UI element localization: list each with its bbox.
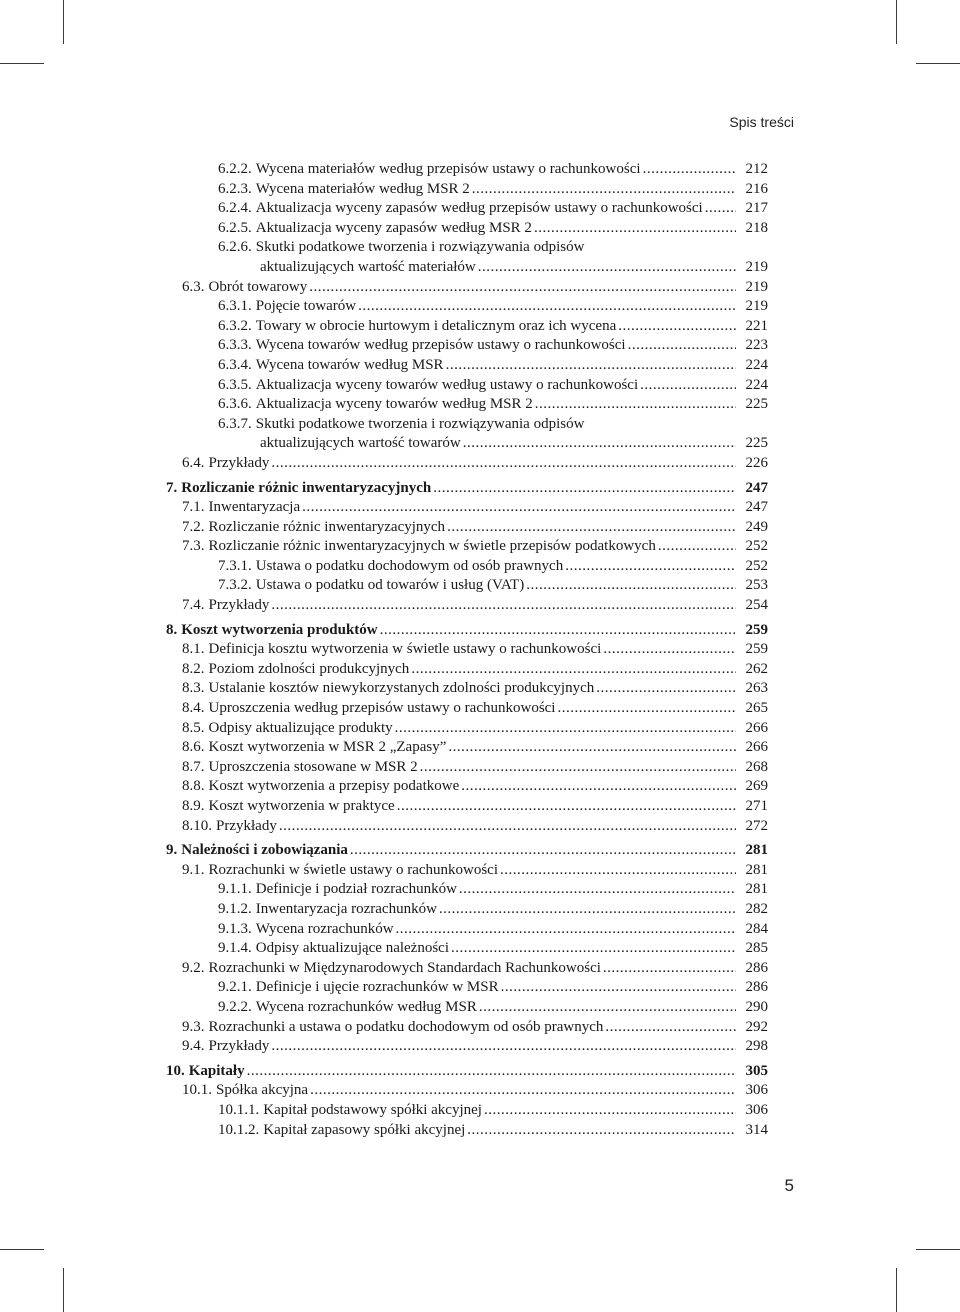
toc-entry-number: 10.1. <box>182 1082 212 1099</box>
toc-entry <box>0 939 960 959</box>
toc-entry-title: Wycena materiałów według MSR 2 <box>255 180 470 197</box>
dot-leader <box>439 900 736 919</box>
toc-entry-page: 281 <box>745 842 768 859</box>
toc-entry-title: Ustalanie kosztów niewykorzystanych zdolności produkcyjnych <box>208 680 595 697</box>
toc-entry-title: Kapitały <box>188 1062 245 1079</box>
dot-leader <box>501 978 736 997</box>
toc-entry-number: 10.1.2. <box>218 1121 260 1138</box>
toc-entry-page: 306 <box>745 1101 768 1118</box>
running-head: Spis treści <box>729 114 794 130</box>
page-number: 5 <box>784 1176 794 1195</box>
toc-entry <box>0 454 960 474</box>
toc-entry-number: 8.3. <box>182 680 205 697</box>
toc-entry-number: 6.3.5. <box>218 376 252 393</box>
toc-entry-title: Aktualizacja wyceny towarów według ustawy o rachunkowości <box>255 376 639 393</box>
toc-entry-number: 8.8. <box>182 778 205 795</box>
toc-entry-page: 314 <box>745 1121 768 1138</box>
toc-entry-title: Rozrachunki w świetle ustawy o rachunkowości <box>208 861 499 878</box>
toc-entry-title: Aktualizacja wyceny towarów według MSR 2 <box>255 396 533 413</box>
dot-leader <box>658 537 736 556</box>
crop-mark-left-top <box>0 63 44 64</box>
toc-entry-title: Inwentaryzacja <box>208 499 301 516</box>
toc-entry-page: 219 <box>745 258 768 275</box>
dot-leader <box>451 939 736 958</box>
toc-entry-number: 6.3.4. <box>218 356 252 373</box>
crop-mark-right-top <box>916 63 960 64</box>
toc-entry-page: 225 <box>745 435 768 452</box>
dot-leader <box>358 297 736 316</box>
toc-entry <box>0 861 960 881</box>
toc-entry-number: 9.4. <box>182 1038 205 1055</box>
toc-entry-title: Odpisy aktualizujące należności <box>255 940 450 957</box>
toc-entry-page: 262 <box>745 660 768 677</box>
toc-entry-page: 281 <box>745 881 768 898</box>
toc-entry-title: Definicja kosztu wytworzenia w świetle ustawy o rachunkowości <box>208 641 602 658</box>
toc-entry <box>0 621 960 641</box>
dot-leader <box>557 699 736 718</box>
toc-entry-number: 6.3.7. <box>218 415 252 432</box>
toc-entry-page: 290 <box>745 998 768 1015</box>
toc-entry-title: Rozliczanie różnic inwentaryzacyjnych <box>208 518 446 535</box>
toc-entry-number: 7.4. <box>182 597 205 614</box>
toc-entry-number: 8.9. <box>182 798 205 814</box>
toc-entry-number: 7. <box>166 479 178 496</box>
toc-entry-title: Poziom zdolności produkcyjnych <box>208 660 410 677</box>
crop-mark-top-right <box>896 0 897 44</box>
toc-entry <box>0 557 960 577</box>
toc-entry <box>0 1037 960 1057</box>
toc-entry-page: 221 <box>745 317 768 334</box>
toc-entry <box>0 317 960 337</box>
toc-entry <box>0 415 960 454</box>
toc-entry-number: 6.3. <box>182 278 205 295</box>
toc-entry-number: 8.7. <box>182 758 205 775</box>
toc-entry <box>0 777 960 797</box>
dot-leader <box>618 317 736 336</box>
dot-leader <box>279 817 736 836</box>
toc-entry <box>0 880 960 900</box>
dot-leader <box>350 841 736 860</box>
dot-leader <box>310 1081 736 1100</box>
toc-entry-title: Rozrachunki a ustawa o podatku dochodowym od osób prawnych <box>208 1018 604 1035</box>
toc-entry-page: 266 <box>745 739 768 756</box>
dot-leader <box>395 719 736 738</box>
toc-entry-number: 6.2.5. <box>218 219 252 236</box>
toc-entry-title: Aktualizacja wyceny zapasów według MSR 2 <box>255 219 532 236</box>
toc-entry-title: Koszt wytworzenia produktów <box>181 621 378 638</box>
toc-entry-title-continued: aktualizujących wartość towarów <box>260 435 461 452</box>
dot-leader <box>271 596 736 615</box>
toc-entry <box>0 537 960 557</box>
table-of-contents <box>0 160 960 1140</box>
toc-entry-number: 7.2. <box>182 518 205 535</box>
toc-entry-page: 226 <box>745 454 768 471</box>
toc-entry-number: 6.3.1. <box>218 298 252 315</box>
toc-entry-page: 265 <box>745 700 768 717</box>
toc-entry-page: 263 <box>745 680 768 697</box>
toc-entry <box>0 738 960 758</box>
toc-entry-page: 298 <box>745 1038 768 1055</box>
dot-leader <box>472 180 736 199</box>
toc-entry <box>0 479 960 499</box>
toc-entry <box>0 817 960 837</box>
toc-entry <box>0 297 960 317</box>
toc-entry <box>0 679 960 699</box>
dot-leader <box>420 758 736 777</box>
toc-entry <box>0 900 960 920</box>
toc-entry-title: Koszt wytworzenia w MSR 2 „Zapasy” <box>208 739 447 756</box>
toc-entry-number: 8.6. <box>182 739 205 756</box>
dot-leader <box>461 777 736 796</box>
toc-entry <box>0 797 960 817</box>
toc-entry <box>0 758 960 778</box>
dot-leader <box>446 356 736 375</box>
toc-entry-number: 7.3. <box>182 538 205 555</box>
toc-entry <box>0 199 960 219</box>
toc-entry-number: 8.2. <box>182 660 205 677</box>
toc-entry-page: 286 <box>745 959 768 976</box>
dot-leader <box>478 258 736 277</box>
toc-entry-title: Pojęcie towarów <box>255 298 357 315</box>
toc-entry-number: 9. <box>166 842 178 859</box>
toc-entry-number: 6.3.2. <box>218 317 252 334</box>
dot-leader <box>605 1018 736 1037</box>
toc-entry-page: 252 <box>745 538 768 555</box>
dot-leader <box>596 679 736 698</box>
toc-entry-title: Rozrachunki w Międzynarodowych Standardach Rachunkowości <box>208 959 601 976</box>
dot-leader <box>535 395 736 414</box>
toc-entry-page: 212 <box>745 161 768 177</box>
toc-entry-page: 259 <box>745 621 768 638</box>
toc-entry-number: 9.2.2. <box>218 998 252 1015</box>
toc-entry-number: 6.2.6. <box>218 239 252 256</box>
toc-entry-title: Rozliczanie różnic inwentaryzacyjnych <box>181 479 432 496</box>
dot-leader <box>643 160 736 179</box>
toc-entry-page: 218 <box>745 219 768 236</box>
dot-leader <box>302 498 736 517</box>
dot-leader <box>526 576 736 595</box>
toc-entry <box>0 978 960 998</box>
toc-entry-title: Wycena materiałów według przepisów ustawy o rachunkowości <box>255 161 641 177</box>
toc-entry-page: 271 <box>745 798 768 814</box>
toc-entry-number: 6.3.3. <box>218 337 252 354</box>
dot-leader <box>447 518 736 537</box>
toc-entry-title: Uproszczenia stosowane w MSR 2 <box>208 758 418 775</box>
toc-entry-title: Wycena towarów według MSR <box>255 356 444 373</box>
toc-entry-page: 281 <box>745 861 768 878</box>
toc-entry-page: 286 <box>745 979 768 996</box>
toc-entry <box>0 160 960 180</box>
toc-entry <box>0 278 960 298</box>
toc-entry-number: 10. <box>166 1062 185 1079</box>
toc-entry-page: 247 <box>745 499 768 516</box>
toc-entry-title: Rozliczanie różnic inwentaryzacyjnych w świetle przepisów podatkowych <box>208 538 656 555</box>
toc-entry-page: 282 <box>745 900 768 917</box>
toc-entry-title-continued: aktualizujących wartość materiałów <box>260 258 476 275</box>
toc-entry-title: Inwentaryzacja rozrachunków <box>255 900 437 917</box>
toc-entry-number: 6.2.3. <box>218 180 252 197</box>
toc-entry <box>0 920 960 940</box>
toc-entry-title: Przykłady <box>208 454 270 471</box>
crop-mark-bottom-right <box>896 1268 897 1312</box>
toc-entry <box>0 959 960 979</box>
dot-leader <box>433 479 736 498</box>
toc-entry-page: 259 <box>745 641 768 658</box>
crop-mark-top-left <box>63 0 64 44</box>
toc-entry-title: Przykłady <box>216 817 277 834</box>
toc-entry-number: 9.1. <box>182 861 205 878</box>
toc-entry-number: 9.1.3. <box>218 920 252 937</box>
toc-entry-number: 9.2.1. <box>218 979 252 996</box>
toc-entry-title: Skutki podatkowe tworzenia i rozwiązywania odpisów <box>255 415 585 432</box>
toc-entry-number: 10.1.1. <box>218 1101 260 1118</box>
toc-entry-title: Kapitał podstawowy spółki akcyjnej <box>263 1101 482 1118</box>
toc-entry <box>0 356 960 376</box>
toc-entry-title: Obrót towarowy <box>208 278 308 295</box>
dot-leader <box>500 861 736 880</box>
toc-entry <box>0 180 960 200</box>
dot-leader <box>448 738 736 757</box>
toc-entry-number: 7.3.2. <box>218 577 252 594</box>
toc-entry <box>0 238 960 277</box>
toc-entry-title: Ustawa o podatku dochodowym od osób prawnych <box>255 557 564 574</box>
toc-entry-title: Wycena rozrachunków <box>255 920 394 937</box>
toc-entry <box>0 1062 960 1082</box>
toc-entry-page: 253 <box>745 577 768 594</box>
toc-entry-number: 6.4. <box>182 454 205 471</box>
toc-entry <box>0 660 960 680</box>
toc-entry-page: 285 <box>745 940 768 957</box>
toc-entry-number: 8.5. <box>182 719 205 736</box>
toc-entry <box>0 1018 960 1038</box>
toc-entry-page: 249 <box>745 518 768 535</box>
dot-leader <box>397 797 736 816</box>
toc-entry-title: Wycena rozrachunków według MSR <box>255 998 477 1015</box>
toc-entry-title: Przykłady <box>208 1038 270 1055</box>
toc-entry-title: Przykłady <box>208 597 270 614</box>
toc-entry-title: Definicje i podział rozrachunków <box>255 881 457 898</box>
toc-entry-page: 269 <box>745 778 768 795</box>
toc-entry-number: 8.1. <box>182 641 205 658</box>
dot-leader <box>534 219 736 238</box>
toc-entry-page: 268 <box>745 758 768 775</box>
crop-mark-bottom-left <box>63 1268 64 1312</box>
toc-entry-page: 292 <box>745 1018 768 1035</box>
toc-entry-number: 8.4. <box>182 700 205 717</box>
toc-entry-title: Skutki podatkowe tworzenia i rozwiązywania odpisów <box>255 239 585 256</box>
dot-leader <box>484 1101 736 1120</box>
toc-entry-title: Spółka akcyjna <box>216 1082 309 1099</box>
toc-entry-number: 9.2. <box>182 959 205 976</box>
toc-entry-number: 8. <box>166 621 178 638</box>
toc-entry-number: 9.1.4. <box>218 940 252 957</box>
crop-mark-right-bottom <box>916 1249 960 1250</box>
toc-entry <box>0 596 960 616</box>
toc-entry-page: 254 <box>745 597 768 614</box>
toc-entry-number: 9.3. <box>182 1018 205 1035</box>
dot-leader <box>705 199 736 218</box>
toc-entry-page: 223 <box>745 337 768 354</box>
toc-entry-page: 224 <box>745 376 768 393</box>
toc-entry-page: 216 <box>745 180 768 197</box>
toc-entry <box>0 841 960 861</box>
toc-entry-page: 219 <box>745 278 768 295</box>
dot-leader <box>467 1121 736 1140</box>
toc-entry <box>0 395 960 415</box>
toc-entry-title: Odpisy aktualizujące produkty <box>208 719 393 736</box>
toc-entry <box>0 576 960 596</box>
toc-entry-title: Koszt wytworzenia a przepisy podatkowe <box>208 778 460 795</box>
toc-entry-page: 252 <box>745 557 768 574</box>
toc-entry-number: 6.2.2. <box>218 161 252 177</box>
dot-leader <box>640 376 736 395</box>
toc-entry-title: Należności i zobowiązania <box>181 842 348 859</box>
dot-leader <box>479 998 736 1017</box>
toc-entry <box>0 1101 960 1121</box>
toc-entry-title: Aktualizacja wyceny zapasów według przepisów ustawy o rachunkowości <box>255 200 703 217</box>
toc-entry-page: 247 <box>745 479 768 496</box>
dot-leader <box>459 880 736 899</box>
toc-entry <box>0 719 960 739</box>
toc-entry <box>0 1121 960 1141</box>
toc-entry-page: 306 <box>745 1082 768 1099</box>
dot-leader <box>271 454 736 473</box>
toc-entry-page: 225 <box>745 396 768 413</box>
toc-entry <box>0 1081 960 1101</box>
dot-leader <box>411 660 736 679</box>
toc-entry-title: Definicje i ujęcie rozrachunków w MSR <box>255 979 499 996</box>
toc-entry-number: 6.2.4. <box>218 200 252 217</box>
toc-entry-number: 9.1.2. <box>218 900 252 917</box>
dot-leader <box>380 621 736 640</box>
toc-entry-page: 266 <box>745 719 768 736</box>
dot-leader <box>271 1037 736 1056</box>
crop-mark-left-bottom <box>0 1249 44 1250</box>
toc-entry-number: 7.3.1. <box>218 557 252 574</box>
dot-leader <box>309 278 736 297</box>
toc-entry <box>0 336 960 356</box>
toc-entry-title: Towary w obrocie hurtowym i detalicznym oraz ich wycena <box>255 317 617 334</box>
toc-entry-title: Kapitał zapasowy spółki akcyjnej <box>263 1121 466 1138</box>
toc-entry-title: Uproszczenia według przepisów ustawy o rachunkowości <box>208 700 556 717</box>
toc-entry <box>0 376 960 396</box>
toc-entry <box>0 998 960 1018</box>
toc-entry <box>0 640 960 660</box>
dot-leader <box>603 959 736 978</box>
toc-entry <box>0 498 960 518</box>
toc-entry-page: 272 <box>745 817 768 834</box>
toc-entry-number: 9.1.1. <box>218 881 252 898</box>
toc-entry <box>0 699 960 719</box>
dot-leader <box>396 920 736 939</box>
dot-leader <box>603 640 736 659</box>
toc-entry-page: 284 <box>745 920 768 937</box>
toc-entry-page: 224 <box>745 356 768 373</box>
toc-entry-title: Koszt wytworzenia w praktyce <box>208 798 395 814</box>
toc-entry-number: 6.3.6. <box>218 396 252 413</box>
toc-entry-page: 305 <box>745 1062 768 1079</box>
toc-entry <box>0 518 960 538</box>
toc-entry-number: 7.1. <box>182 499 205 516</box>
toc-entry-page: 219 <box>745 298 768 315</box>
dot-leader <box>628 336 736 355</box>
toc-entry-title: Ustawa o podatku od towarów i usług (VAT) <box>255 577 525 594</box>
dot-leader <box>247 1062 736 1081</box>
dot-leader <box>565 557 736 576</box>
toc-entry-page: 217 <box>745 200 768 217</box>
dot-leader <box>463 434 736 453</box>
toc-entry-title: Wycena towarów według przepisów ustawy o rachunkowości <box>255 337 626 354</box>
toc-entry-number: 8.10. <box>182 817 212 834</box>
toc-entry <box>0 219 960 239</box>
